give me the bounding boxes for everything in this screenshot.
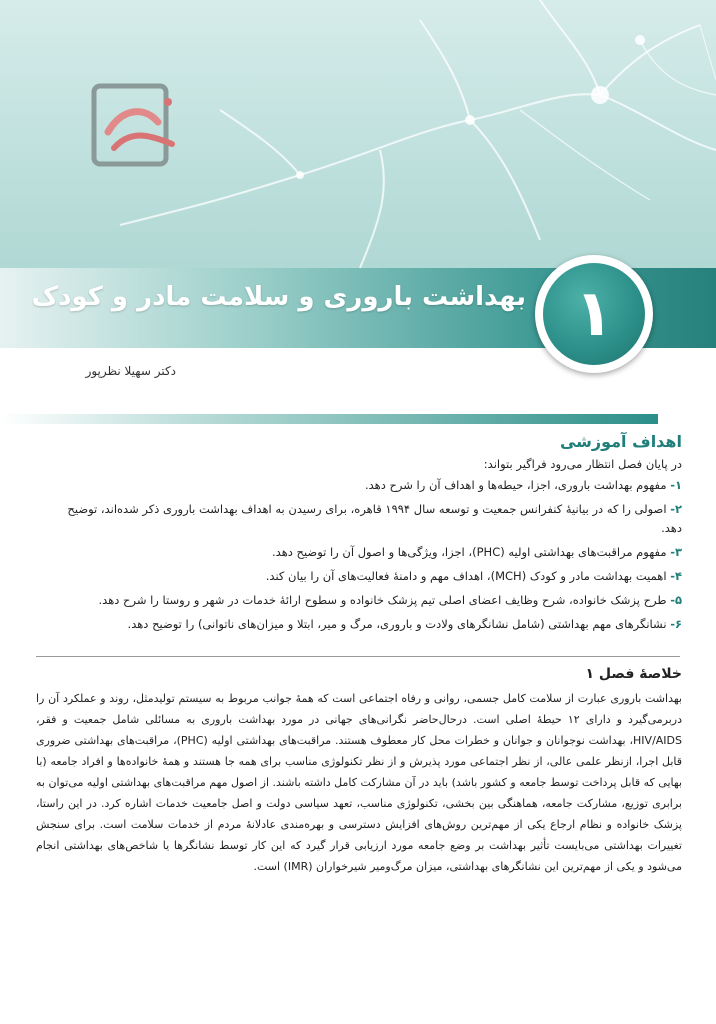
chapter-summary — [36, 666, 682, 877]
objective-item — [50, 476, 682, 495]
section-divider — [0, 414, 658, 424]
objective-item — [50, 615, 682, 634]
objectives-intro: در پایان فصل انتظار می‌رود فراگیر بتواند: — [483, 457, 682, 471]
objective-text: اصولی را که در بیانیهٔ کنفرانس جمعیت و توسعه سال ۱۹۹۴ قاهره، برای رسیدن به اهداف بهداشت باروری ذکر شده‌اند، توضیح دهد. — [67, 502, 682, 535]
objective-number: ۶- — [670, 617, 682, 631]
objective-item — [50, 567, 682, 586]
objective-number: ۱- — [670, 478, 682, 492]
chapter-number-badge — [535, 255, 653, 373]
objective-item — [50, 543, 682, 562]
objective-number: ۵- — [670, 593, 682, 607]
publisher-logo — [82, 72, 192, 182]
objective-text: نشانگرهای مهم بهداشتی (شامل نشانگرهای ولادت و باروری، مرگ و میر، ابتلا و میزان‌های ناتوانی) را توضیح دهد. — [127, 617, 667, 631]
objective-item — [50, 591, 682, 610]
objective-text: مفهوم بهداشت باروری، اجزا، حیطه‌ها و اهداف آن را شرح دهد. — [364, 478, 667, 492]
objective-text: مفهوم مراقبت‌های بهداشتی اولیه (PHC)، اجزا، ویژگی‌ها و اصول آن را توضیح دهد. — [272, 545, 667, 559]
objective-text: طرح پزشک خانواده، شرح وظایف اعضای اصلی تیم پزشک خانواده و سطوح ارائهٔ خدمات در شهر و روستا را شرح دهد. — [98, 593, 667, 607]
learning-objectives — [50, 432, 682, 639]
summary-heading: خلاصهٔ فصل ۱ — [585, 666, 682, 682]
chapter-number: ۱ — [574, 277, 614, 351]
summary-body: بهداشت باروری عبارت از سلامت کامل جسمی، روانی و رفاه اجتماعی است که همهٔ جوانب مربوط به سیستم تولیدمثل، روند و عملکرد آن را دربرمی‌گیرد و دارای ۱۲ حیطهٔ اصلی است. درحال‌حاضر نگرانی‌های جهانی در مورد بهداشت باروری به مسائلی شامل جمعیت و فقر، HIV/AIDS، بهداشت نوجوانان و جوانان و خطرات محل کار معطوف هستند. مراقبت‌های بهداشتی اولیه (PHC)، مراقبت‌های بهداشتی ضروری قابل اجرا، ازنظر علمی عالی، از نظر اجتماعی مورد پذیرش و از نظر تکنولوژی مناسب برای همه جا هستند و همهٔ خانواده‌ها و افراد جامعه (با بهایی که قابل پرداخت توسط جامعه و کشور باشد) باید در آن مشارکت کامل داشته باشند. از اصول مهم مراقبت‌های بهداشتی اولیه می‌توان به برابری توزیع، مشارکت جامعه، هماهنگی بین بخشی، تکنولوژی مناسب، تعهد سیاسی دولت و اصل جامعیت خدمات اشاره کرد. در این راستا، پزشک خانواده و نظام ارجاع یکی از مهم‌ترین روش‌های افزایش دسترسی و بهره‌مندی عادلانهٔ مردم از خدمات سلامت است. برای سنجش تغییرات بهداشتی می‌بایست تأثیر بهداشت بر وضع جامعه مورد ارزیابی قرار گیرد که این کار توسط نشانگرها یا شاخص‌های بهداشتی انجام می‌شود و یکی از مهم‌ترین این نشانگرهای بهداشتی، میزان مرگ‌ومیر شیرخواران (IMR) است. — [36, 692, 682, 873]
objective-item — [50, 500, 682, 538]
objective-number: ۳- — [670, 545, 682, 559]
logo-mark-icon — [82, 72, 192, 182]
objectives-heading: اهداف آموزشی — [559, 432, 682, 451]
objective-number: ۴- — [670, 569, 682, 583]
author-name: دکتر سهیلا نظرپور — [85, 364, 176, 378]
objective-text: اهمیت بهداشت مادر و کودک (MCH)، اهداف مهم و دامنهٔ فعالیت‌های آن را بیان کند. — [265, 569, 667, 583]
objective-number: ۲- — [670, 502, 682, 516]
summary-divider — [36, 656, 680, 657]
chapter-title: بهداشت باروری و سلامت مادر و کودک — [31, 282, 526, 312]
